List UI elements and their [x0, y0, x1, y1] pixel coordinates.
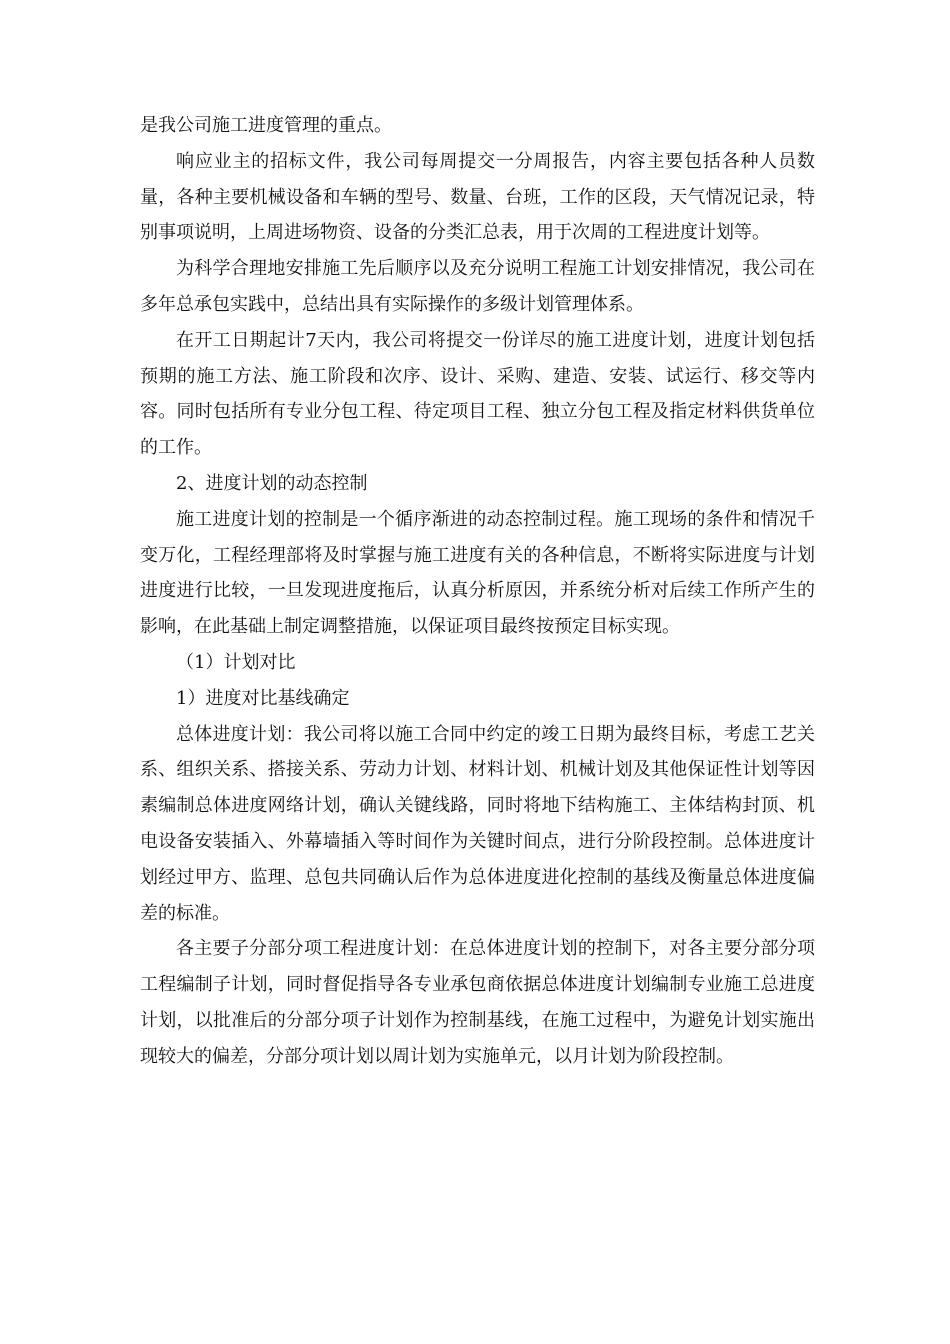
paragraph-weekly-report: 响应业主的招标文件，我公司每周提交一分周报告，内容主要包括各种人员数量，各种主要机械设备和车辆的型号、数量、台班，工作的区段，天气情况记录，特别事项说明，上周进场物资、设备的分类汇总表，用于次周的工程进度计划等。	[140, 150, 815, 244]
paragraph-plan-system: 为科学合理地安排施工先后顺序以及充分说明工程施工计划安排情况，我公司在多年总承包实践中，总结出具有实际操作的多级计划管理体系。	[140, 258, 815, 315]
paragraph-master-schedule: 总体进度计划：我公司将以施工合同中约定的竣工日期为最终目标，考虑工艺关系、组织关系、搭接关系、劳动力计划、材料计划、机械计划及其他保证性计划等因素编制总体进度网络计划，确认关键线路，同时将地下结构施工、主体结构封顶、机电设备安装插入、外幕墙插入等时间作为关键时间点，进行分阶段控制。总体进度计划经过甲方、监理、总包共同确认后作为总体进度进化控制的基线及衡量总体进度偏差的标准。	[140, 723, 815, 924]
paragraph-dynamic-control: 施工进度计划的控制是一个循序渐进的动态控制过程。施工现场的条件和情况千变万化，工程经理部将及时掌握与施工进度有关的各种信息，不断将实际进度与计划进度进行比较，一旦发现进度拖后，认真分析原因，并系统分析对后续工作所产生的影响，在此基础上制定调整措施，以保证项目最终按预定目标实现。	[140, 508, 815, 638]
paragraph-continuation: 是我公司施工进度管理的重点。	[140, 115, 392, 136]
section-heading-dynamic-control: 2、进度计划的动态控制	[176, 472, 368, 494]
paragraph-sub-schedules: 各主要子分部分项工程进度计划：在总体进度计划的控制下，对各主要分部分项工程编制子计划，同时督促指导各专业承包商依据总体进度计划编制专业施工总进度计划，以批准后的分部分项子计划作为控制基线，在施工过程中，为避免计划实施出现较大的偏差，分部分项计划以周计划为实施单元，以月计划为阶段控制。	[140, 938, 815, 1067]
subheading-baseline: 1）进度对比基线确定	[176, 687, 350, 709]
document-body	[140, 108, 815, 1075]
paragraph-schedule-submission: 在开工日期起计7天内，我公司将提交一份详尽的施工进度计划，进度计划包括预期的施工方法、施工阶段和次序、设计、采购、建造、安装、试运行、移交等内容。同时包括所有专业分包工程、待定项目工程、独立分包工程及指定材料供货单位的工作。	[140, 329, 815, 459]
subheading-plan-comparison: （1）计划对比	[176, 651, 296, 673]
